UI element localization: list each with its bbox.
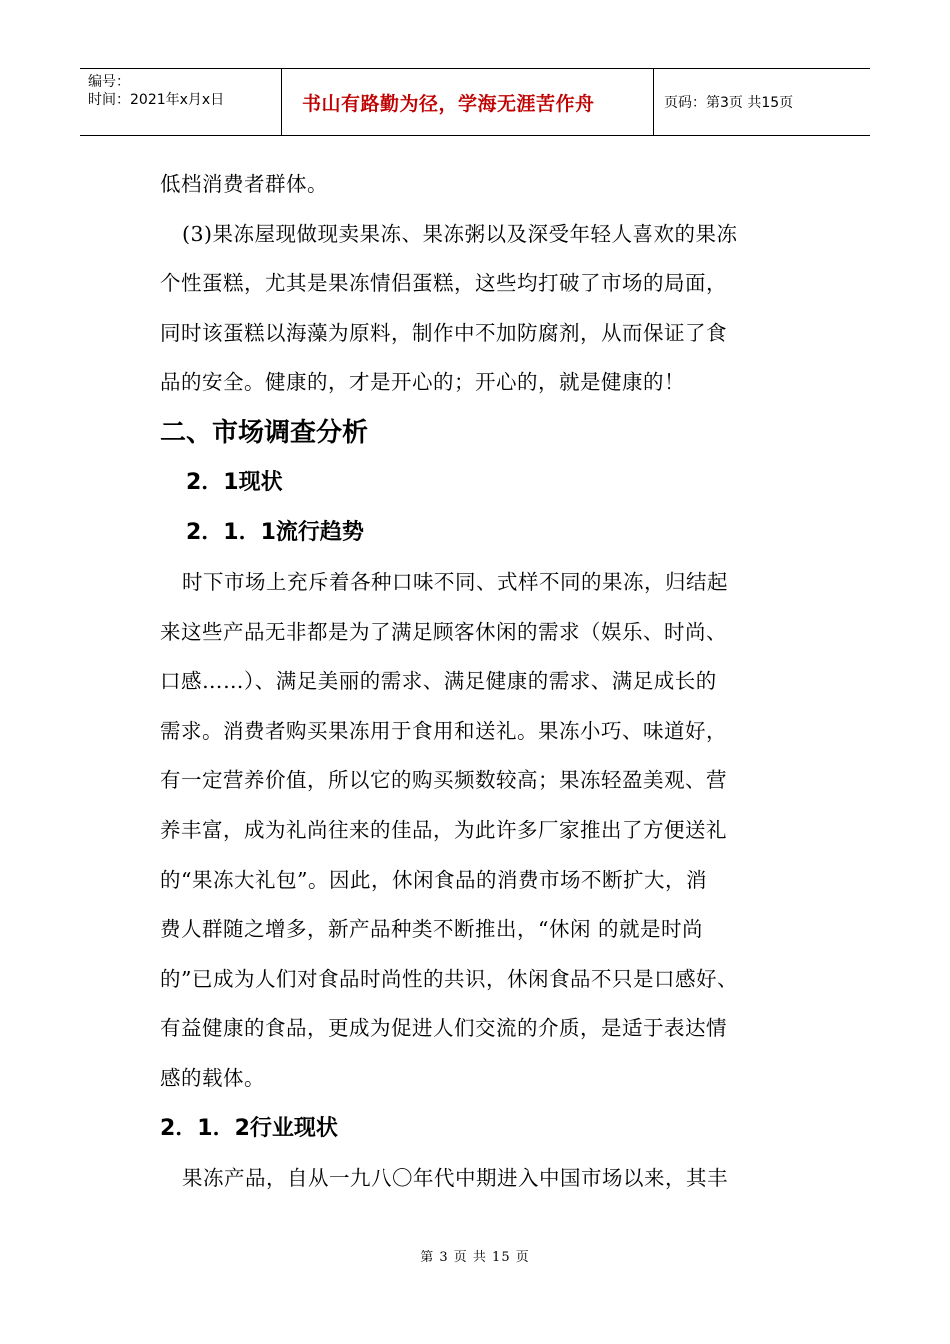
subsection-heading: 2．1现状 xyxy=(186,469,283,495)
paragraph-line: 费人群随之增多，新产品种类不断推出，“休闲 的就是时尚 xyxy=(160,917,703,942)
paragraph-line: 品的安全。健康的，才是开心的；开心的，就是健康的！ xyxy=(160,370,685,395)
paragraph-line: 口感……）、满足美丽的需求、满足健康的需求、满足成长的 xyxy=(160,669,717,694)
paragraph-line: 同时该蛋糕以海藻为原料，制作中不加防腐剂，从而保证了食 xyxy=(160,320,727,345)
paragraph-line: 的“果冻大礼包”。因此，休闲食品的消费市场不断扩大，消 xyxy=(160,867,707,892)
document-body xyxy=(160,160,820,1203)
paragraph-line: 需求。消费者购买果冻用于食用和送礼。果冻小巧、味道好， xyxy=(160,718,727,743)
header-motto: 书山有路勤为径，学海无涯苦作舟 xyxy=(282,69,654,135)
number-label: 编号： xyxy=(88,74,130,90)
paragraph-line: 的”已成为人们对食品时尚性的共识，休闲食品不只是口感好、 xyxy=(160,966,738,991)
time-label: 时间：2021年x月x日 xyxy=(88,92,225,108)
paragraph-line: 时下市场上充斥着各种口味不同、式样不同的果冻，归结起 xyxy=(182,569,728,594)
paragraph-line: 养丰富，成为礼尚往来的佳品，为此许多厂家推出了方便送礼 xyxy=(160,817,727,842)
paragraph-line: 有益健康的食品，更成为促进人们交流的介质，是适于表达情 xyxy=(160,1016,727,1041)
paragraph-line: 来这些产品无非都是为了满足顾客休闲的需求（娱乐、时尚、 xyxy=(160,619,727,644)
subsubsection-heading: 2．1．1流行趋势 xyxy=(186,519,364,545)
paragraph-line: 个性蛋糕，尤其是果冻情侣蛋糕，这些均打破了市场的局面， xyxy=(160,271,727,296)
header-page-info: 页码：第3页 共15页 xyxy=(664,95,794,111)
page-header xyxy=(80,68,870,136)
section-heading: 二、市场调查分析 xyxy=(160,417,369,448)
subsubsection-heading: 2．1．2行业现状 xyxy=(160,1115,338,1141)
paragraph-line: 有一定营养价值，所以它的购买频数较高；果冻轻盈美观、营 xyxy=(160,768,727,793)
page-footer: 第 3 页 共 15 页 xyxy=(420,1250,530,1265)
paragraph-line: 果冻产品，自从一九八〇年代中期进入中国市场以来，其丰 xyxy=(182,1165,728,1190)
header-meta xyxy=(80,69,282,135)
paragraph-line: 低档消费者群体。 xyxy=(160,172,328,196)
paragraph-line: (3)果冻屋现做现卖果冻、果冻粥以及深受年轻人喜欢的果冻 xyxy=(182,221,738,246)
paragraph-line: 感的载体。 xyxy=(160,1065,265,1090)
